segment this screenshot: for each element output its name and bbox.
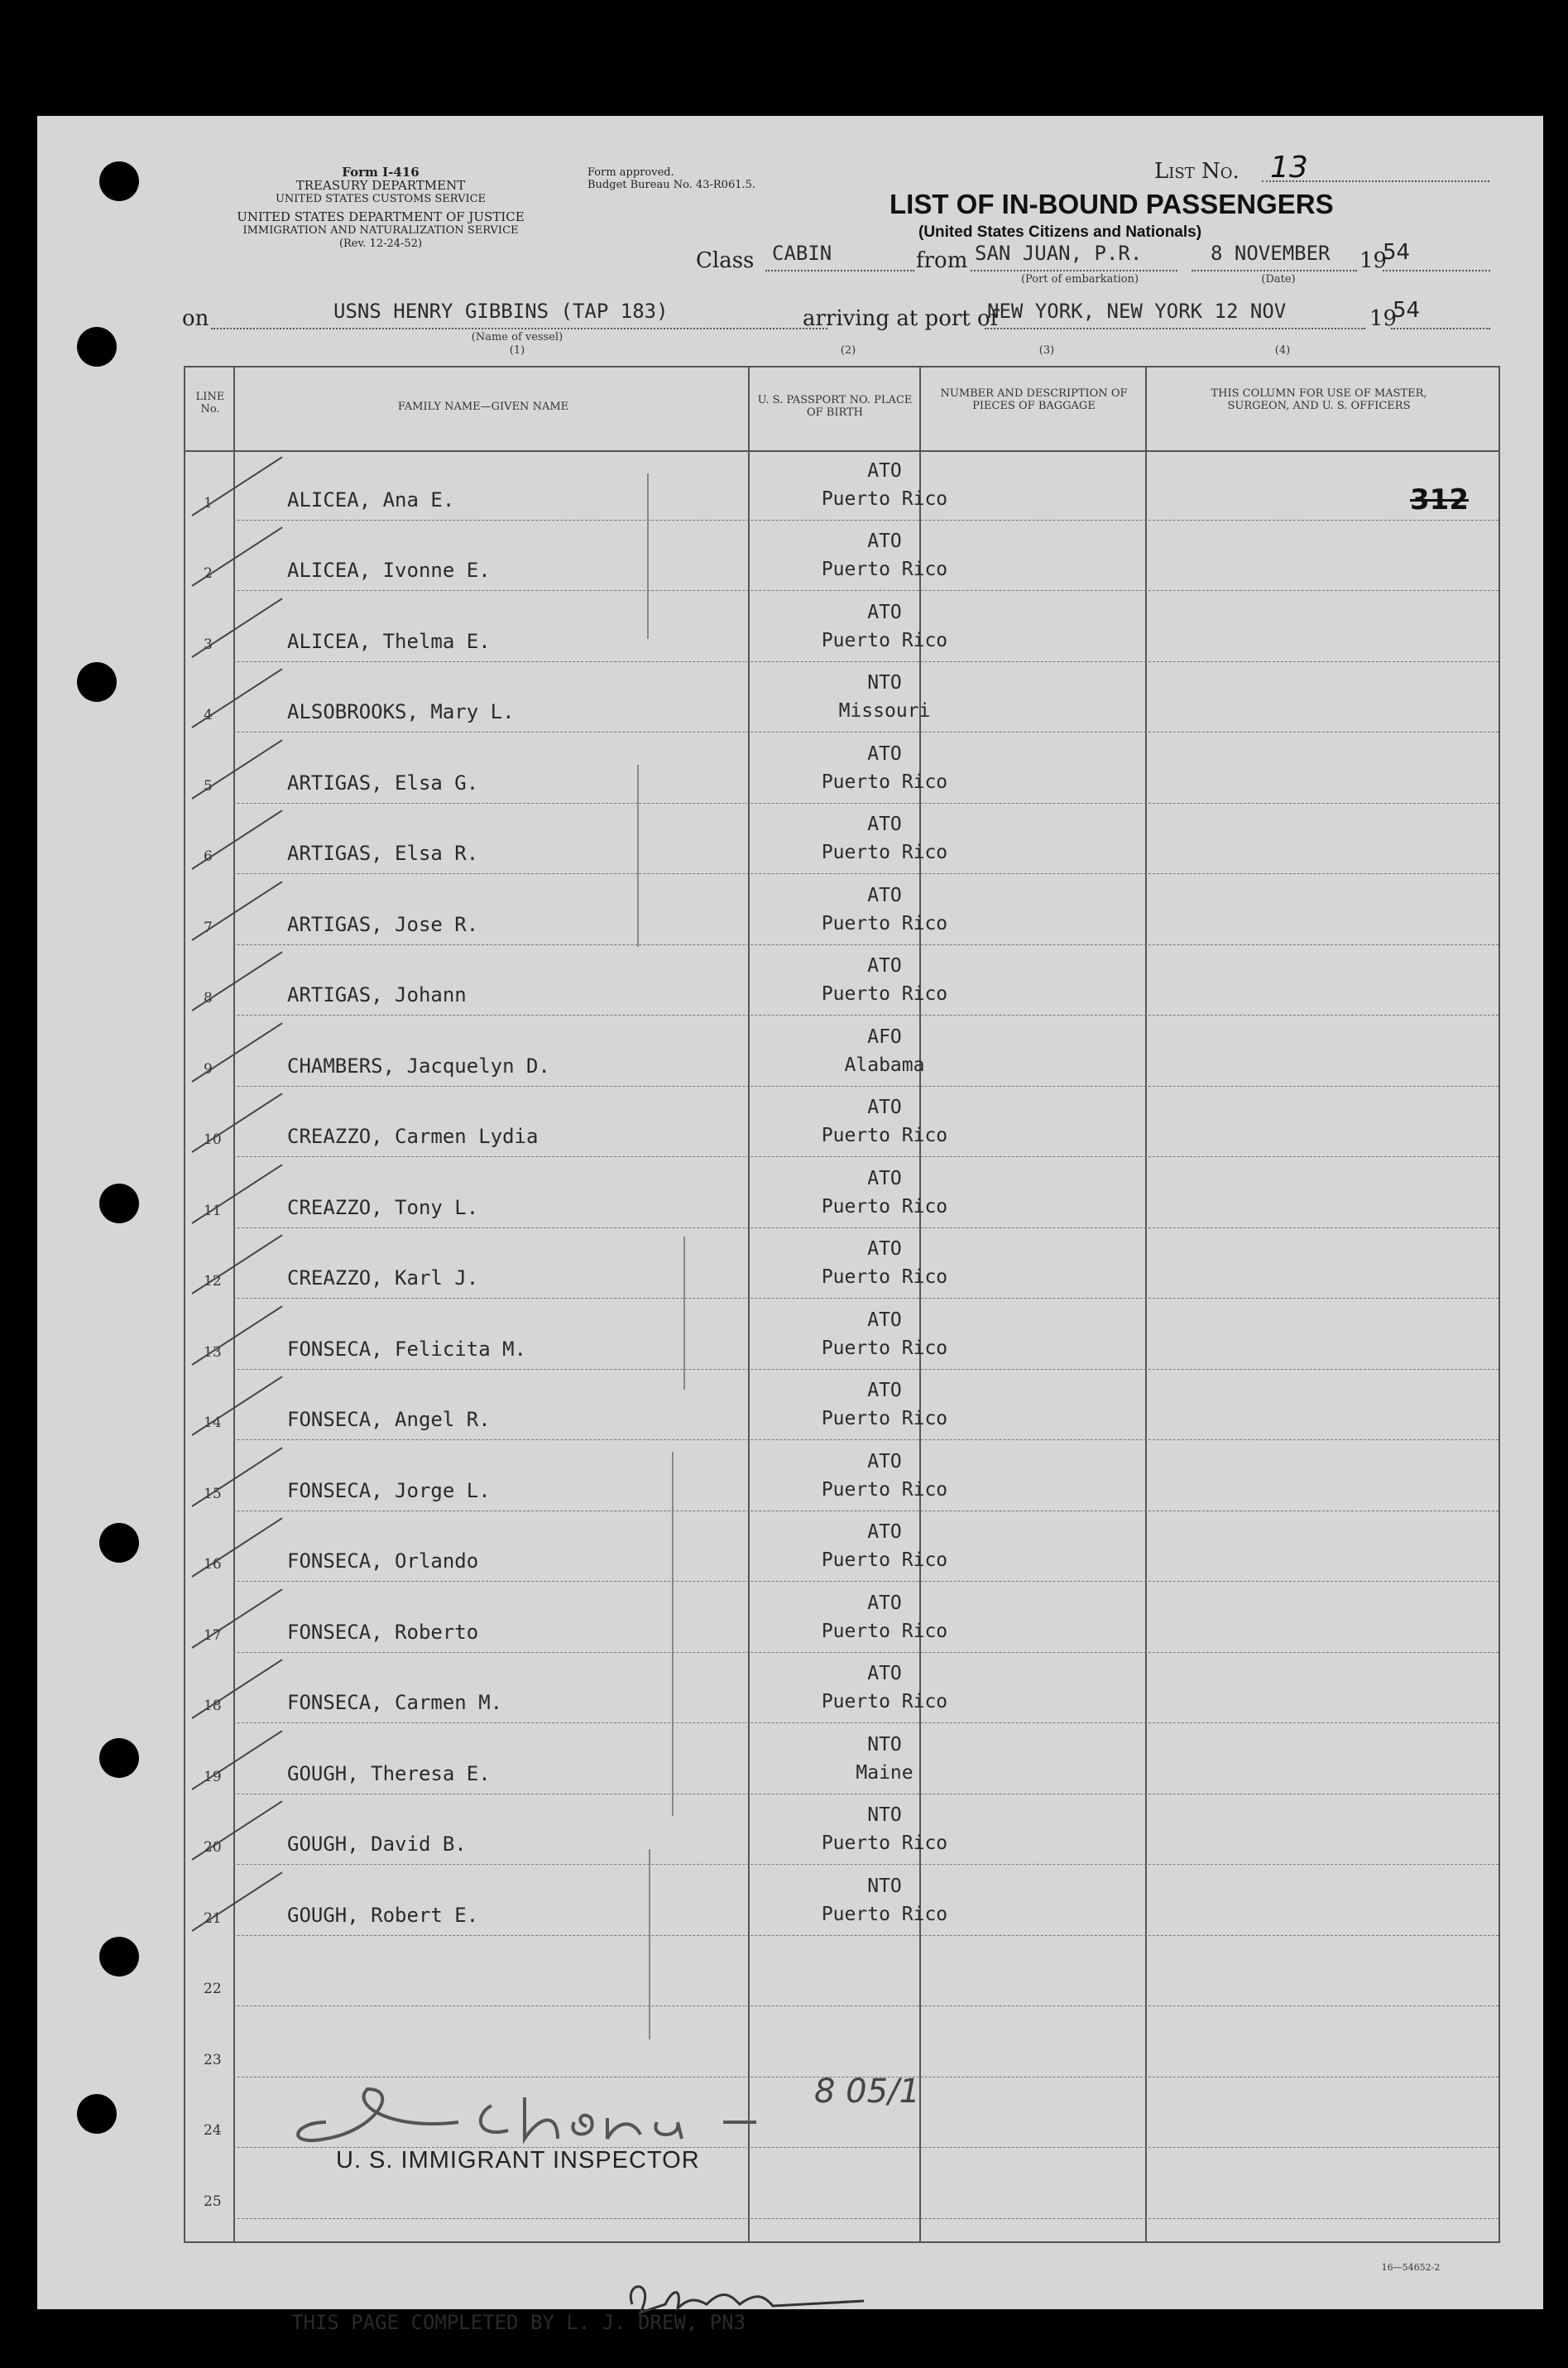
passenger-name: ARTIGAS, Johann — [287, 983, 467, 1006]
column-header-line-no: LINE No. — [195, 391, 225, 415]
column-number-2: (2) — [840, 344, 856, 357]
passport-code: NTO — [867, 1733, 902, 1756]
departure-date: 8 NOVEMBER — [1211, 242, 1331, 265]
row-rule — [233, 1581, 1498, 1582]
line-number: 12 — [204, 1273, 222, 1290]
column-header-name: FAMILY NAME—GIVEN NAME — [397, 401, 569, 413]
place-of-birth: Puerto Rico — [821, 1337, 948, 1359]
passenger-name: FONSECA, Jorge L. — [287, 1478, 491, 1502]
passport-code: ATO — [867, 1450, 902, 1472]
place-of-birth: Puerto Rico — [821, 1125, 948, 1146]
passport-code: ATO — [867, 459, 902, 482]
row-rule — [233, 2005, 1498, 2006]
passenger-name: FONSECA, Angel R. — [287, 1408, 491, 1431]
row-rule — [233, 803, 1498, 804]
passport-cell — [802, 810, 967, 867]
passenger-name: CHAMBERS, Jacquelyn D. — [287, 1054, 550, 1078]
passenger-name: GOUGH, Robert E. — [287, 1903, 479, 1927]
passport-code: AFO — [867, 1025, 902, 1048]
year-underline — [1383, 270, 1490, 271]
port-caption: (Port of embarkation) — [1020, 273, 1139, 286]
passport-code: ATO — [867, 742, 902, 765]
row-rule — [233, 944, 1498, 945]
tick-mark — [191, 1234, 282, 1294]
date-caption: (Date) — [1261, 273, 1296, 286]
tick-mark — [191, 1447, 282, 1506]
line-number: 11 — [204, 1202, 222, 1219]
passenger-name: GOUGH, Theresa E. — [287, 1761, 491, 1785]
inspector-stamp: U. S. IMMIGRANT INSPECTOR — [336, 2147, 700, 2173]
passport-cell — [802, 527, 967, 584]
passenger-name: ALICEA, Ivonne E. — [287, 559, 491, 582]
passenger-name: FONSECA, Carmen M. — [287, 1691, 503, 1714]
line-number: 23 — [204, 2051, 222, 2068]
tick-mark — [191, 1305, 282, 1365]
passport-cell — [802, 1376, 967, 1433]
place-of-birth: Puerto Rico — [821, 912, 948, 934]
passport-cell — [802, 1801, 967, 1857]
year-prefix: 19 — [1359, 248, 1388, 273]
tick-mark — [191, 809, 282, 869]
passenger-name: CREAZZO, Tony L. — [287, 1195, 479, 1219]
column-divider — [748, 367, 750, 2241]
arriving-label: arriving at port of — [803, 306, 999, 331]
column-header-passport: U. S. PASSPORT NO. PLACE OF BIRTH — [757, 394, 913, 419]
vessel-caption: (Name of vessel) — [471, 331, 563, 343]
dept-line-5: (Rev. 12-24-52) — [338, 238, 423, 250]
row-rule — [233, 1369, 1498, 1370]
passport-code: ATO — [867, 1380, 902, 1401]
passenger-manifest-page — [37, 116, 1543, 2334]
tick-mark — [191, 1871, 282, 1931]
passport-code: ATO — [867, 601, 902, 623]
place-of-birth: Puerto Rico — [821, 1620, 948, 1642]
line-number: 19 — [204, 1768, 222, 1785]
binder-hole — [77, 2094, 117, 2134]
line-number: 25 — [204, 2193, 222, 2210]
passport-code: ATO — [867, 531, 902, 552]
line-number: 24 — [204, 2122, 222, 2139]
passenger-name: ALICEA, Ana E. — [287, 488, 455, 512]
passport-cell — [802, 1589, 967, 1645]
passenger-name: FONSECA, Felicita M. — [287, 1337, 526, 1361]
manifest-title: LIST OF IN-BOUND PASSENGERS — [889, 189, 1334, 219]
tick-mark — [191, 1022, 282, 1082]
binder-hole — [99, 1523, 139, 1563]
binder-hole — [99, 1184, 139, 1223]
passenger-name: ARTIGAS, Elsa R. — [287, 842, 479, 865]
line-number: 1 — [204, 494, 213, 512]
passport-code: ATO — [867, 1167, 902, 1189]
row-rule — [233, 1935, 1498, 1936]
tick-mark — [191, 1659, 282, 1718]
passport-cell — [802, 952, 967, 1008]
completed-by-note: THIS PAGE COMPLETED BY L. J. DREW, PN3 — [291, 2311, 746, 2334]
arrival-port-date: NEW YORK, NEW YORK 12 NOV — [987, 300, 1287, 323]
row-rule — [233, 590, 1498, 591]
form-id: Form I-416 — [342, 165, 420, 180]
line-number: 8 — [204, 990, 213, 1006]
passport-cell — [802, 881, 967, 938]
line-number: 5 — [204, 777, 213, 795]
tick-mark — [191, 526, 282, 586]
passport-code: ATO — [867, 1097, 902, 1118]
tick-mark — [191, 1730, 282, 1789]
tick-mark — [191, 1376, 282, 1435]
list-no-value: 13 — [1270, 151, 1308, 185]
class-value: CABIN — [772, 242, 832, 265]
place-of-birth: Alabama — [844, 1054, 925, 1076]
line-number: 14 — [204, 1415, 222, 1431]
line-number: 2 — [204, 565, 213, 582]
place-of-birth: Puerto Rico — [821, 1549, 948, 1571]
header-divider — [185, 450, 1498, 452]
tick-mark — [191, 1093, 282, 1152]
passport-code: NTO — [867, 672, 902, 694]
place-of-birth: Missouri — [838, 700, 931, 722]
line-number: 6 — [204, 848, 213, 865]
row-rule — [233, 1156, 1498, 1157]
line-number: 7 — [204, 919, 213, 936]
arrival-underline — [985, 328, 1365, 329]
row-rule — [233, 1652, 1498, 1653]
passport-code: ATO — [867, 1521, 902, 1543]
passport-cell — [802, 598, 967, 655]
manifest-subtitle: (United States Citizens and Nationals) — [918, 223, 1202, 241]
row-rule — [233, 2218, 1498, 2219]
row-rule — [233, 1722, 1498, 1723]
place-of-birth: Puerto Rico — [821, 559, 948, 580]
line-number: 9 — [204, 1060, 213, 1078]
vessel-underline — [211, 328, 827, 329]
row-rule — [233, 520, 1498, 521]
line-number: 3 — [204, 636, 213, 653]
place-of-birth: Puerto Rico — [821, 842, 948, 863]
port-underline — [971, 270, 1177, 271]
row-rule — [233, 1439, 1498, 1440]
tick-mark — [191, 598, 282, 657]
line-number: 21 — [204, 1909, 222, 1927]
passport-cell — [802, 1023, 967, 1079]
row-rule — [233, 1227, 1498, 1228]
passport-cell — [802, 457, 967, 513]
dept-line-2: UNITED STATES CUSTOMS SERVICE — [275, 193, 487, 205]
footer-code: 16—54652-2 — [1381, 2262, 1441, 2273]
passport-cell — [802, 1165, 967, 1221]
passport-code: ATO — [867, 1238, 902, 1260]
tick-mark — [191, 951, 282, 1011]
tick-mark — [191, 1164, 282, 1223]
line-number: 4 — [204, 707, 213, 723]
place-of-birth: Maine — [856, 1761, 913, 1784]
pencil-mark — [637, 765, 639, 947]
place-of-birth: Puerto Rico — [821, 1408, 948, 1429]
passport-cell — [802, 1660, 967, 1716]
date-underline — [1192, 270, 1357, 271]
on-label: on — [182, 306, 209, 331]
row-rule — [233, 1086, 1498, 1087]
passport-cell — [802, 1093, 967, 1150]
tick-mark — [191, 739, 282, 799]
passport-cell — [802, 1872, 967, 1929]
place-of-birth: Puerto Rico — [821, 488, 948, 510]
passport-cell — [802, 1235, 967, 1291]
row-rule — [233, 1015, 1498, 1016]
binder-hole — [99, 1738, 139, 1778]
port-of-embarkation: SAN JUAN, P.R. — [975, 242, 1143, 265]
passenger-name: CREAZZO, Karl J. — [287, 1266, 479, 1290]
passport-code: ATO — [867, 955, 902, 977]
binder-hole — [77, 327, 117, 367]
line-number: 22 — [204, 1981, 222, 1997]
dept-line-3: UNITED STATES DEPARTMENT OF JUSTICE — [237, 209, 525, 224]
line-number: 13 — [204, 1343, 222, 1361]
place-of-birth: Puerto Rico — [821, 629, 948, 651]
pencil-mark — [672, 1452, 674, 1816]
arrival-year-prefix: 19 — [1369, 306, 1398, 331]
passport-cell — [802, 1306, 967, 1362]
column-number-3: (3) — [1038, 344, 1055, 357]
pencil-mark — [649, 1849, 650, 2039]
column-header-baggage: NUMBER AND DESCRIPTION OF PIECES OF BAGGAGE — [940, 387, 1128, 412]
place-of-birth: Puerto Rico — [821, 1832, 948, 1854]
pencil-mark — [683, 1237, 685, 1390]
dept-line-1: TREASURY DEPARTMENT — [295, 178, 466, 193]
departure-year: 54 — [1383, 240, 1411, 265]
officer-note: 312 — [1410, 483, 1469, 516]
arrival-year-underline — [1391, 328, 1490, 329]
place-of-birth: Puerto Rico — [821, 771, 948, 793]
row-rule — [233, 661, 1498, 662]
line-number: 10 — [204, 1131, 222, 1148]
passenger-name: ALICEA, Thelma E. — [287, 629, 491, 653]
row-rule — [233, 873, 1498, 874]
tick-mark — [191, 1588, 282, 1648]
passport-code: NTO — [867, 1804, 902, 1826]
passport-code: ATO — [867, 884, 902, 906]
class-label: Class — [696, 248, 755, 273]
column-divider — [233, 367, 235, 2241]
list-no-label: List No. — [1154, 159, 1240, 184]
line-number: 18 — [204, 1698, 222, 1714]
approval-line-2: Budget Bureau No. 43-R061.5. — [587, 179, 756, 191]
passport-cell — [802, 1448, 967, 1504]
column-number-4: (4) — [1274, 344, 1291, 357]
passenger-name: FONSECA, Orlando — [287, 1549, 479, 1573]
binder-hole — [77, 662, 117, 702]
from-label: from — [916, 248, 968, 273]
passport-code: ATO — [867, 1663, 902, 1684]
passport-cell — [802, 740, 967, 796]
tick-mark — [191, 456, 282, 516]
passenger-name: ARTIGAS, Elsa G. — [287, 771, 479, 795]
column-header-officers: THIS COLUMN FOR USE OF MASTER, SURGEON, AND U. S. OFFICERS — [1211, 387, 1427, 412]
line-number: 16 — [204, 1556, 222, 1573]
line-number: 15 — [204, 1485, 222, 1502]
tick-mark — [191, 668, 282, 728]
place-of-birth: Puerto Rico — [821, 1478, 948, 1501]
place-of-birth: Puerto Rico — [821, 1691, 948, 1712]
row-rule — [233, 1864, 1498, 1865]
pencil-mark — [647, 473, 649, 639]
passport-code: ATO — [867, 814, 902, 835]
vessel-name: USNS HENRY GIBBINS (TAP 183) — [333, 300, 669, 323]
passenger-name: CREAZZO, Carmen Lydia — [287, 1125, 539, 1148]
place-of-birth: Puerto Rico — [821, 983, 948, 1005]
passenger-name: FONSECA, Roberto — [287, 1620, 479, 1644]
line-number: 20 — [204, 1839, 222, 1856]
place-of-birth: Puerto Rico — [821, 1266, 948, 1288]
tick-mark — [191, 1517, 282, 1577]
passport-cell — [802, 669, 967, 725]
arrival-year: 54 — [1393, 298, 1421, 323]
dept-line-4: IMMIGRATION AND NATURALIZATION SERVICE — [242, 224, 519, 237]
column-divider — [1145, 367, 1147, 2241]
passport-code: ATO — [867, 1592, 902, 1614]
passport-cell — [802, 1731, 967, 1787]
tick-mark — [191, 881, 282, 940]
binder-hole — [99, 1937, 139, 1977]
binder-hole — [99, 161, 139, 201]
place-of-birth: Puerto Rico — [821, 1195, 948, 1218]
vessel-column-number: (1) — [509, 344, 525, 357]
class-underline — [765, 270, 914, 271]
passport-code: ATO — [867, 1309, 902, 1331]
approval-line-1: Form approved. — [587, 166, 674, 179]
tick-mark — [191, 1800, 282, 1860]
passenger-name: GOUGH, David B. — [287, 1832, 467, 1856]
line-number: 17 — [204, 1626, 222, 1644]
inspector-handwriting: 8 05/1 — [814, 2073, 920, 2111]
passport-code: NTO — [867, 1875, 902, 1897]
place-of-birth: Puerto Rico — [821, 1903, 948, 1925]
passenger-name: ARTIGAS, Jose R. — [287, 912, 479, 936]
passport-cell — [802, 1518, 967, 1574]
passenger-name: ALSOBROOKS, Mary L. — [287, 700, 515, 723]
row-rule — [233, 1298, 1498, 1299]
